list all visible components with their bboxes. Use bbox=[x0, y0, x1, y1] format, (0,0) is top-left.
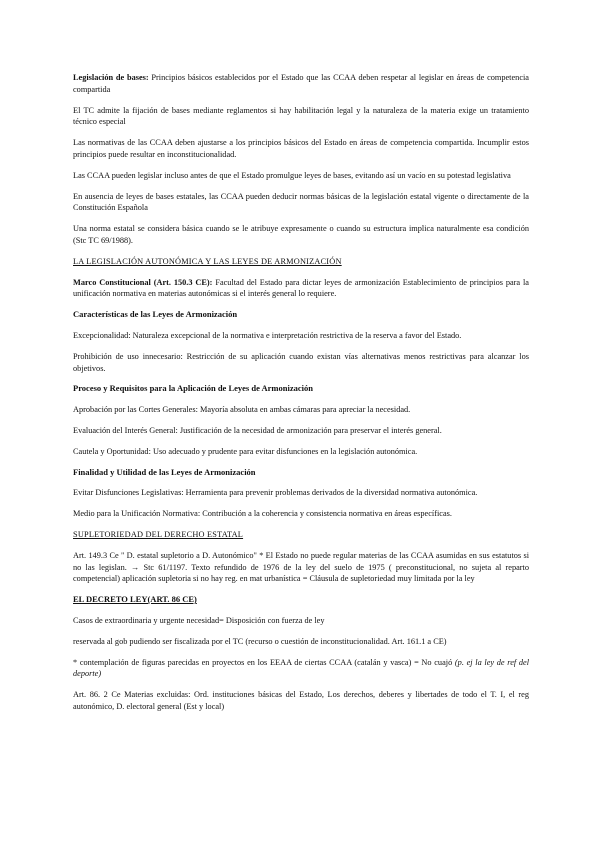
document-body bbox=[73, 72, 529, 722]
paragraph: Aprobación por las Cortes Generales: Mayoría absoluta en ambas cámaras para apreciar la necesidad. bbox=[73, 405, 411, 415]
paragraph: Prohibición de uso innecesario: Restricción de su aplicación cuando existan vías alternativas menos restrictivas para alcanzar los objetivos. bbox=[73, 351, 529, 373]
paragraph: Evaluación del Interés General: Justificación de la necesidad de armonización para preservar el interés general. bbox=[73, 425, 442, 435]
paragraph: El TC admite la fijación de bases mediante reglamentos si hay habilitación legal y la naturaleza de la materia exige un tratamiento técnico especial bbox=[73, 105, 529, 127]
paragraph: Evitar Disfunciones Legislativas: Herramienta para prevenir problemas derivados de la diversidad normativa autonómica. bbox=[73, 488, 478, 498]
paragraph: Las normativas de las CCAA deben ajustarse a los principios básicos del Estado en áreas de competencia compartida. Incumplir estos principios puede resultar en inconstitucionalidad. bbox=[73, 138, 529, 159]
paragraph: Art. 149.3 Ce " D. estatal supletorio a D. Autonómico" * El Estado no puede regular materias de las CCAA asumidas en sus estatutos si no las legislan. → Stc 61/1197. Texto refundido de 1976 de la ley del suelo de 1975 ( preconstitucional, no sujeta al reparto competencial) aplicación supletoria si no hay reg. en mat urbanística = Cláusula de supletoriedad muy limitada por la ley bbox=[73, 550, 529, 584]
paragraph: Marco Constitucional (Art. 150.3 CE): Facultad del Estado para dictar leyes de armonización Establecimiento de principios para la unificación normativa en materias autonómicas si el interés general lo requiere. bbox=[73, 277, 529, 299]
paragraph: Art. 86. 2 Ce Materias excluidas: Ord. instituciones básicas del Estado, Los derechos, deberes y libertades de todo el T. I, el reg autonómico, D. electoral general (Est y local) bbox=[73, 690, 529, 711]
bold-lead: Marco Constitucional (Art. 150.3 CE): bbox=[73, 277, 213, 287]
section-heading: EL DECRETO LEY(ART. 86 CE) bbox=[73, 594, 197, 605]
paragraph: Cautela y Oportunidad: Uso adecuado y prudente para evitar disfunciones en la legislación autonómica. bbox=[73, 446, 418, 456]
bold-lead: Legislación de bases: bbox=[73, 73, 149, 82]
paragraph: Una norma estatal se considera básica cuando se le atribuye expresamente o cuando su estructura implica naturalmente esa condición (Stc TC 69/1988). bbox=[73, 224, 529, 245]
italic-note: (p. ej la ley de ref del deporte) bbox=[73, 657, 530, 679]
subheading: Finalidad y Utilidad de las Leyes de Armonización bbox=[73, 466, 256, 477]
paragraph: * contemplación de figuras parecidas en proyectos en los EEAA de ciertas CCAA (catalán y vasca) = No cuajó (p. ej la ley de ref del deporte) bbox=[73, 657, 530, 679]
subheading: Proceso y Requisitos para la Aplicación de Leyes de Armonización bbox=[73, 383, 313, 394]
section-heading: LA LEGISLACIÓN AUTONÓMICA Y LAS LEYES DE ARMONIZACIÓN bbox=[73, 256, 342, 266]
paragraph: reservada al gob pudiendo ser fiscalizada por el TC (recurso o cuestión de inconstitucionalidad. Art. 161.1 a CE) bbox=[73, 636, 447, 646]
paragraph: Las CCAA pueden legislar incluso antes de que el Estado promulgue leyes de bases, evitando así un vacío en su potestad legislativa bbox=[73, 170, 511, 180]
paragraph: Excepcionalidad: Naturaleza excepcional de la normativa e interpretación restrictiva de la reserva a favor del Estado. bbox=[73, 330, 462, 340]
section-heading: SUPLETORIEDAD DEL DERECHO ESTATAL bbox=[73, 529, 244, 539]
paragraph: Medio para la Unificación Normativa: Contribución a la coherencia y consistencia normativa en áreas específicas. bbox=[73, 509, 452, 519]
paragraph: En ausencia de leyes de bases estatales, las CCAA pueden deducir normas básicas de la legislación estatal vigente o directamente de la Constitución Española bbox=[73, 191, 529, 213]
subheading: Características de las Leyes de Armonización bbox=[73, 309, 238, 320]
paragraph: Legislación de bases: Principios básicos establecidos por el Estado que las CCAA deben respetar al legislar en áreas de competencia compartida bbox=[73, 73, 529, 94]
paragraph: Casos de extraordinaria y urgente necesidad= Disposición con fuerza de ley bbox=[73, 615, 325, 625]
